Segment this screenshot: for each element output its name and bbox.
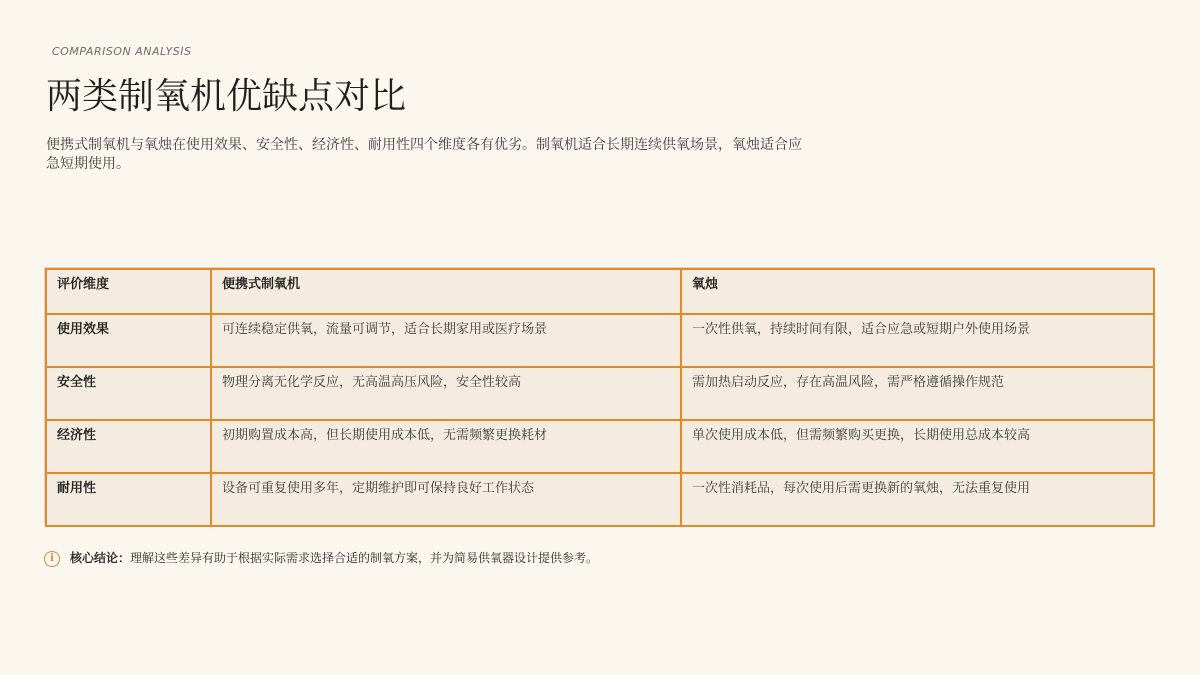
eyebrow-label: COMPARISON ANALYSIS <box>52 45 192 58</box>
row-concentrator-cell: 物理分离无化学反应，无高温高压风险，安全性较高 <box>211 367 681 420</box>
conclusion-text: 理解这些差异有助于根据实际需求选择合适的制氧方案，并为简易供氧器设计提供参考。 <box>130 550 599 565</box>
row-candle-cell: 需加热启动反应，存在高温风险，需严格遵循操作规范 <box>681 367 1154 420</box>
header-dimension: 评价维度 <box>46 269 211 314</box>
row-concentrator-cell: 设备可重复使用多年，定期维护即可保持良好工作状态 <box>211 473 681 526</box>
header-concentrator: 便携式制氧机 <box>211 269 681 314</box>
row-candle-cell: 单次使用成本低，但需频繁购买更换，长期使用总成本较高 <box>681 420 1154 473</box>
row-candle-cell: 一次性供氧，持续时间有限，适合应急或短期户外使用场景 <box>681 314 1154 367</box>
row-candle-cell: 一次性消耗品，每次使用后需更换新的氧烛，无法重复使用 <box>681 473 1154 526</box>
page-subtitle: 便携式制氧机与氧烛在使用效果、安全性、经济性、耐用性四个维度各有优劣。制氧机适合长期连续供氧场景，氧烛适合应急短期使用。 <box>46 137 802 172</box>
conclusion-note <box>44 547 598 567</box>
page-title: 两类制氧机优缺点对比 <box>46 76 407 117</box>
info-icon: i <box>44 551 60 567</box>
header-oxygen-candle: 氧烛 <box>681 269 1154 314</box>
comparison-table <box>45 268 1155 527</box>
table-row <box>46 367 1154 420</box>
row-dimension: 耐用性 <box>46 473 211 526</box>
table-row <box>46 473 1154 526</box>
table-row <box>46 420 1154 473</box>
comparison-table-container <box>44 267 1154 523</box>
row-concentrator-cell: 可连续稳定供氧，流量可调节，适合长期家用或医疗场景 <box>211 314 681 367</box>
conclusion-label: 核心结论： <box>70 550 131 565</box>
table-row <box>46 314 1154 367</box>
row-concentrator-cell: 初期购置成本高，但长期使用成本低，无需频繁更换耗材 <box>211 420 681 473</box>
row-dimension: 经济性 <box>46 420 211 473</box>
row-dimension: 使用效果 <box>46 314 211 367</box>
row-dimension: 安全性 <box>46 367 211 420</box>
table-header-row <box>46 269 1154 314</box>
